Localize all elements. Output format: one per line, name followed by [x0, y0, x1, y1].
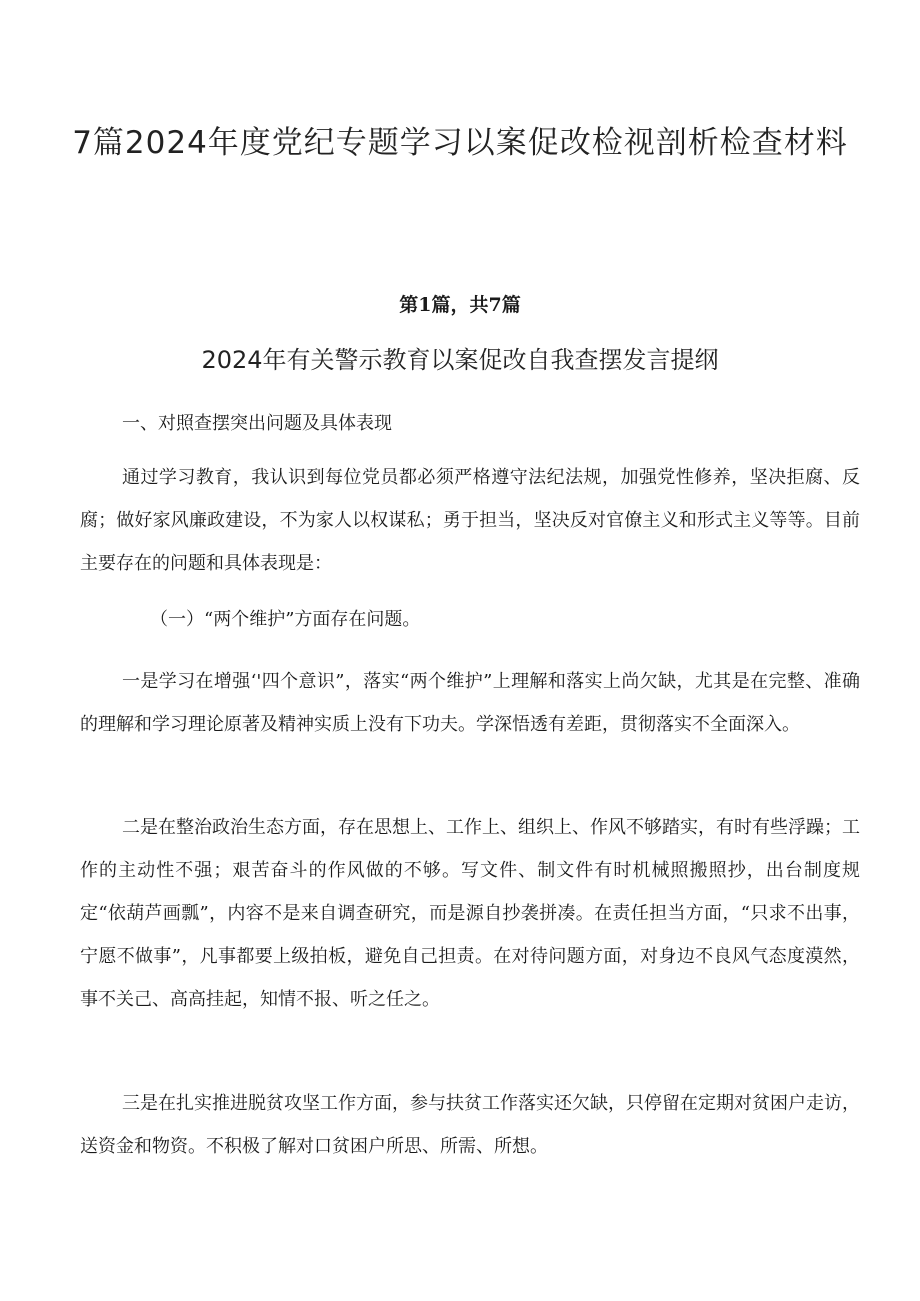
paragraph-point-one: 一是学习在增强‘'四个意识”，落实“两个维护”上理解和落实上尚欠缺，尤其是在完整、准确的理解和学习理论原著及精神实质上没有下功夫。学深悟透有差距，贯彻落实不全面深入。	[80, 671, 860, 735]
section-heading: 一、对照查摆突出问题及具体表现	[122, 413, 392, 434]
chapter-label: 第1篇，共7篇	[399, 294, 521, 316]
paragraph-point-three: 三是在扎实推进脱贫攻坚工作方面，参与扶贫工作落实还欠缺，只停留在定期对贫困户走访，送资金和物资。不积极了解对口贫困户所思、所需、所想。	[80, 1093, 860, 1157]
document-subtitle: 2024年有关警示教育以案促改自我查摆发言提纲	[201, 346, 719, 374]
sub-heading: （一）“两个维护”方面存在问题。	[150, 609, 421, 630]
paragraph-point-two: 二是在整治政治生态方面，存在思想上、工作上、组织上、作风不够踏实，有时有些浮躁；工作的主动性不强；艰苦奋斗的作风做的不够。写文件、制文件有时机械照搬照抄，出台制度规定“依葫芦画瓢”，内容不是来自调查研究，而是源自抄袭拼凑。在责任担当方面，“只求不出事，宁愿不做事”，凡事都要上级拍板，避免自己担责。在对待问题方面，对身边不良风气态度漠然，事不关己、高高挂起，知情不报、听之任之。	[80, 817, 860, 1010]
paragraph-intro: 通过学习教育，我认识到每位党员都必须严格遵守法纪法规，加强党性修养，坚决拒腐、反腐；做好家风廉政建设，不为家人以权谋私；勇于担当，坚决反对官僚主义和形式主义等等。目前主要存在的问题和具体表现是：	[80, 467, 860, 574]
document-title: 7篇2024年度党纪专题学习以案促改检视剖析检查材料	[72, 125, 848, 161]
